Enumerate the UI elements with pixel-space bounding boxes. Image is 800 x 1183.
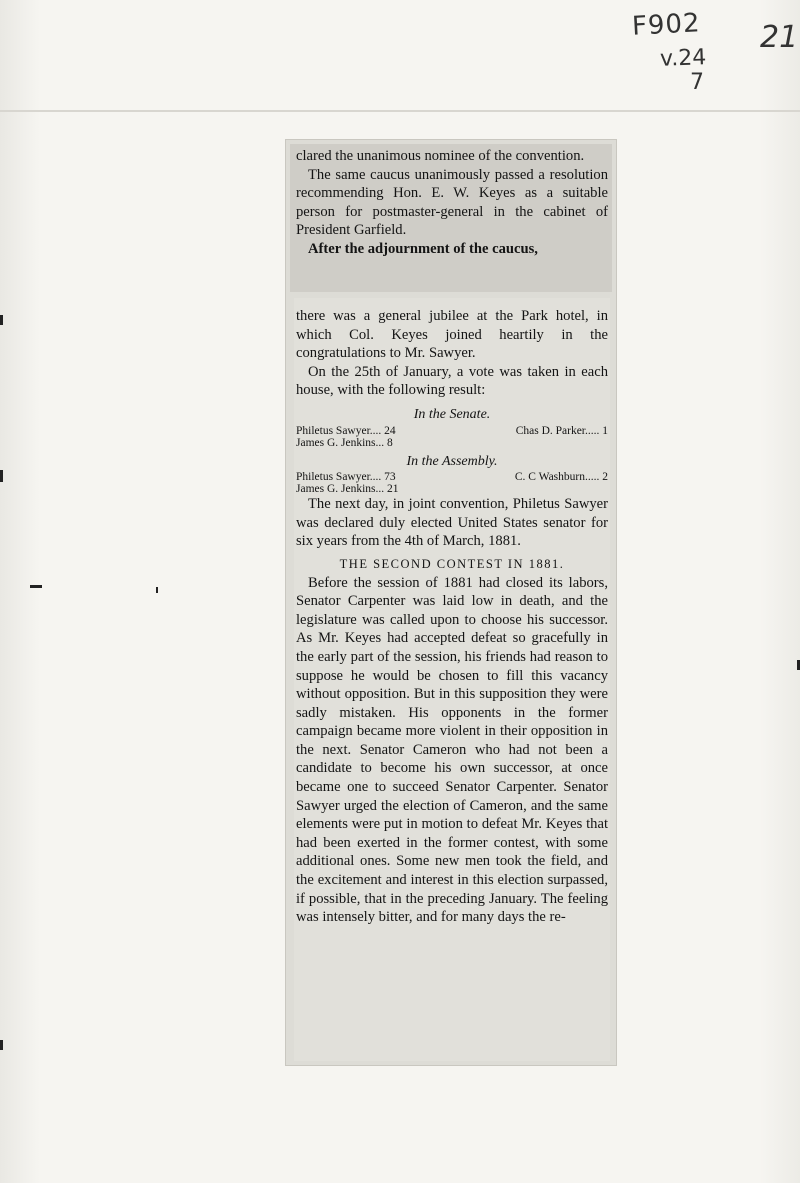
handwritten-call-number: F902 xyxy=(631,8,702,42)
margin-mark xyxy=(0,1040,3,1050)
article-paragraph: there was a general jubilee at the Park hotel, in which Col. Keyes joined heartily in the congratulations to Mr. Sawyer. xyxy=(296,308,608,362)
fold-line xyxy=(0,110,800,112)
vote-left: James G. Jenkins... 21 xyxy=(296,483,399,496)
assembly-heading: In the Assembly. xyxy=(406,453,498,469)
vote-left: Philetus Sawyer.... 73 xyxy=(296,471,396,484)
vote-left: James G. Jenkins... 8 xyxy=(296,436,393,449)
article-main-text xyxy=(296,307,608,927)
handwritten-issue: 7 xyxy=(690,70,704,95)
vote-row xyxy=(296,471,608,483)
vote-right: Chas D. Parker..... 1 xyxy=(515,424,608,437)
margin-mark xyxy=(30,585,42,588)
vote-row xyxy=(296,425,608,437)
margin-mark xyxy=(156,587,158,593)
article-paragraph: The same caucus unanimously passed a resolution recommending Hon. E. W. Keyes as a suitable person for postmaster-general in the cabinet of President Garfield. xyxy=(296,166,608,239)
handwritten-page-number: 21 xyxy=(760,20,799,55)
vote-left: Philetus Sawyer.... 24 xyxy=(296,424,396,437)
senate-heading: In the Senate. xyxy=(413,406,491,422)
article-paragraph: After the adjournment of the caucus, xyxy=(308,240,538,257)
section-heading: THE SECOND CONTEST IN 1881. xyxy=(339,556,565,571)
margin-mark xyxy=(0,315,3,325)
handwritten-volume: v.24 xyxy=(659,45,707,72)
article-top-text xyxy=(296,147,608,259)
article-paragraph: The next day, in joint convention, Philetus Sawyer was declared duly elected United States senator for six years from the 4th of March, 1881. xyxy=(296,496,608,550)
vote-row xyxy=(296,483,608,495)
vote-row xyxy=(296,437,608,449)
margin-mark xyxy=(0,470,3,482)
article-paragraph: On the 25th of January, a vote was taken in each house, with the following result: xyxy=(296,363,608,399)
article-line: clared the unanimous nominee of the convention. xyxy=(296,148,585,164)
vote-right: C. C Washburn..... 2 xyxy=(514,471,608,484)
article-paragraph: Before the session of 1881 had closed its labors, Senator Carpenter was laid low in death, and the legislature was called upon to choose his successor. As Mr. Keyes had accepted defeat so gracefully in the early part of the session, his friends had reason to suppose he would be chosen to fill this vacancy without opposition. But in this supposition they were sadly mistaken. His opponents in the former campaign became more violent in their opposition in the next. Senator Cameron who had not been a candidate to become his own successor, at once became one to succeed Senator Carpenter. Senator Sawyer urged the election of Cameron, and the same elements were put in motion to defeat Mr. Keyes that had been exerted in the former contest, with some additional ones. Some new men took the field, and the excitement and interest in this election surpassed, if possible, that in the preceding January. The feeling was intensely bitter, and for many days the re- xyxy=(296,574,608,926)
